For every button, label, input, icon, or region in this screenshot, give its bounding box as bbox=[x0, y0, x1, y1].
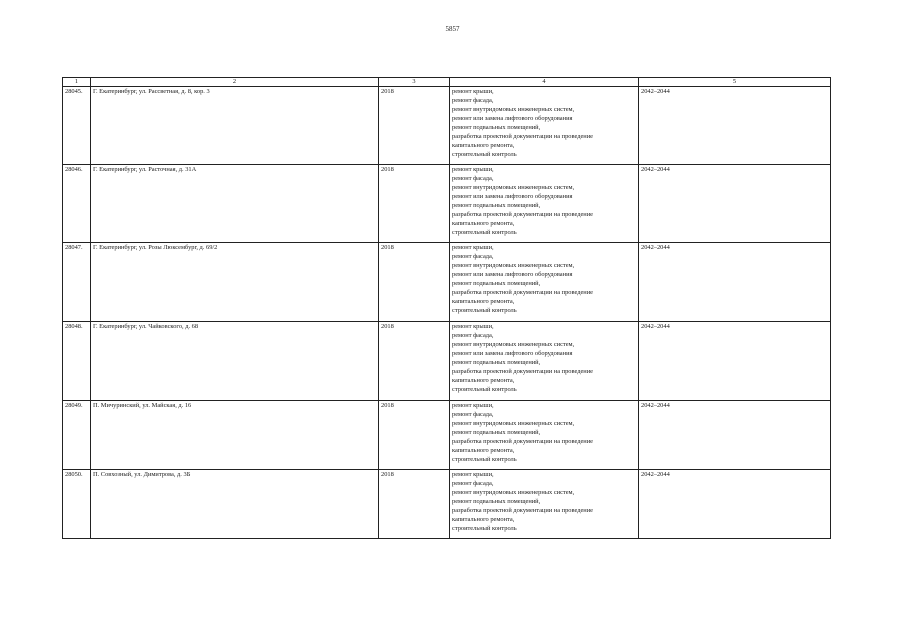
table-row bbox=[63, 401, 831, 470]
work-item: ремонт или замена лифтового оборудования bbox=[452, 115, 573, 122]
row-year: 2018 bbox=[379, 87, 450, 165]
row-period: 2042–2044 bbox=[639, 243, 831, 322]
work-item: разработка проектной документации на проведение bbox=[452, 368, 593, 375]
work-item: капитального ремонта, bbox=[452, 220, 515, 227]
work-item: строительный контроль bbox=[452, 525, 517, 532]
row-number: 28045. bbox=[63, 87, 91, 165]
work-item: ремонт крыши, bbox=[452, 402, 494, 409]
column-header-5: 5 bbox=[639, 78, 831, 87]
work-item: ремонт подвальных помещений, bbox=[452, 202, 541, 209]
column-header-1: 1 bbox=[63, 78, 91, 87]
work-item: строительный контроль bbox=[452, 229, 517, 236]
row-address: П. Совхозный, ул. Димитрова, д. 3Б bbox=[91, 470, 379, 539]
work-item: ремонт фасада, bbox=[452, 332, 494, 339]
row-works bbox=[450, 322, 639, 401]
work-item: ремонт подвальных помещений, bbox=[452, 498, 541, 505]
row-address: Г. Екатеринбург, ул. Рассветная, д. 8, кор. 3 bbox=[91, 87, 379, 165]
work-item: ремонт крыши, bbox=[452, 244, 494, 251]
row-works bbox=[450, 165, 639, 243]
column-header-3: 3 bbox=[379, 78, 450, 87]
work-item: ремонт подвальных помещений, bbox=[452, 359, 541, 366]
row-period: 2042–2044 bbox=[639, 322, 831, 401]
work-item: ремонт фасада, bbox=[452, 97, 494, 104]
work-item: ремонт фасада, bbox=[452, 411, 494, 418]
work-item: строительный контроль bbox=[452, 307, 517, 314]
row-number: 28048. bbox=[63, 322, 91, 401]
row-period: 2042–2044 bbox=[639, 165, 831, 243]
work-item: ремонт внутридомовых инженерных систем, bbox=[452, 341, 575, 348]
table-row bbox=[63, 165, 831, 243]
row-year: 2018 bbox=[379, 243, 450, 322]
work-item: ремонт или замена лифтового оборудования bbox=[452, 193, 573, 200]
row-number: 28046. bbox=[63, 165, 91, 243]
work-item: ремонт внутридомовых инженерных систем, bbox=[452, 184, 575, 191]
work-item: ремонт внутридомовых инженерных систем, bbox=[452, 489, 575, 496]
work-item: строительный контроль bbox=[452, 386, 517, 393]
work-item: разработка проектной документации на проведение bbox=[452, 507, 593, 514]
table-row bbox=[63, 87, 831, 165]
work-item: ремонт подвальных помещений, bbox=[452, 124, 541, 131]
work-item: ремонт внутридомовых инженерных систем, bbox=[452, 262, 575, 269]
row-number: 28047. bbox=[63, 243, 91, 322]
work-item: ремонт или замена лифтового оборудования bbox=[452, 271, 573, 278]
capital-repair-table bbox=[62, 77, 831, 539]
work-item: строительный контроль bbox=[452, 151, 517, 158]
work-item: капитального ремонта, bbox=[452, 298, 515, 305]
row-number: 28050. bbox=[63, 470, 91, 539]
row-year: 2018 bbox=[379, 470, 450, 539]
work-item: ремонт фасада, bbox=[452, 253, 494, 260]
work-item: ремонт подвальных помещений, bbox=[452, 280, 541, 287]
row-period: 2042–2044 bbox=[639, 470, 831, 539]
work-item: ремонт внутридомовых инженерных систем, bbox=[452, 106, 575, 113]
work-item: ремонт фасада, bbox=[452, 480, 494, 487]
row-works bbox=[450, 470, 639, 539]
work-item: строительный контроль bbox=[452, 456, 517, 463]
row-year: 2018 bbox=[379, 165, 450, 243]
row-period: 2042–2044 bbox=[639, 87, 831, 165]
row-address: Г. Екатеринбург, ул. Чайковского, д. 68 bbox=[91, 322, 379, 401]
work-item: ремонт внутридомовых инженерных систем, bbox=[452, 420, 575, 427]
work-item: капитального ремонта, bbox=[452, 516, 515, 523]
row-year: 2018 bbox=[379, 322, 450, 401]
column-number-row bbox=[63, 78, 831, 87]
table-row bbox=[63, 470, 831, 539]
row-works bbox=[450, 401, 639, 470]
work-item: ремонт крыши, bbox=[452, 166, 494, 173]
page-number: 5857 bbox=[445, 25, 460, 33]
row-address: Г. Екатеринбург, ул. Розы Люксембург, д. 69/2 bbox=[91, 243, 379, 322]
row-year: 2018 bbox=[379, 401, 450, 470]
table-row bbox=[63, 243, 831, 322]
work-item: ремонт или замена лифтового оборудования bbox=[452, 350, 573, 357]
column-header-2: 2 bbox=[91, 78, 379, 87]
column-header-4: 4 bbox=[450, 78, 639, 87]
row-address: П. Мичуринский, ул. Майская, д. 16 bbox=[91, 401, 379, 470]
work-item: ремонт подвальных помещений, bbox=[452, 429, 541, 436]
row-number: 28049. bbox=[63, 401, 91, 470]
table-row bbox=[63, 322, 831, 401]
work-item: ремонт крыши, bbox=[452, 471, 494, 478]
row-address: Г. Екатеринбург, ул. Расточная, д. 31А bbox=[91, 165, 379, 243]
work-item: разработка проектной документации на проведение bbox=[452, 289, 593, 296]
work-item: разработка проектной документации на проведение bbox=[452, 133, 593, 140]
row-period: 2042–2044 bbox=[639, 401, 831, 470]
row-works bbox=[450, 243, 639, 322]
work-item: разработка проектной документации на проведение bbox=[452, 438, 593, 445]
work-item: ремонт крыши, bbox=[452, 88, 494, 95]
work-item: ремонт фасада, bbox=[452, 175, 494, 182]
work-item: капитального ремонта, bbox=[452, 142, 515, 149]
work-item: ремонт крыши, bbox=[452, 323, 494, 330]
row-works bbox=[450, 87, 639, 165]
work-item: капитального ремонта, bbox=[452, 377, 515, 384]
work-item: разработка проектной документации на проведение bbox=[452, 211, 593, 218]
work-item: капитального ремонта, bbox=[452, 447, 515, 454]
